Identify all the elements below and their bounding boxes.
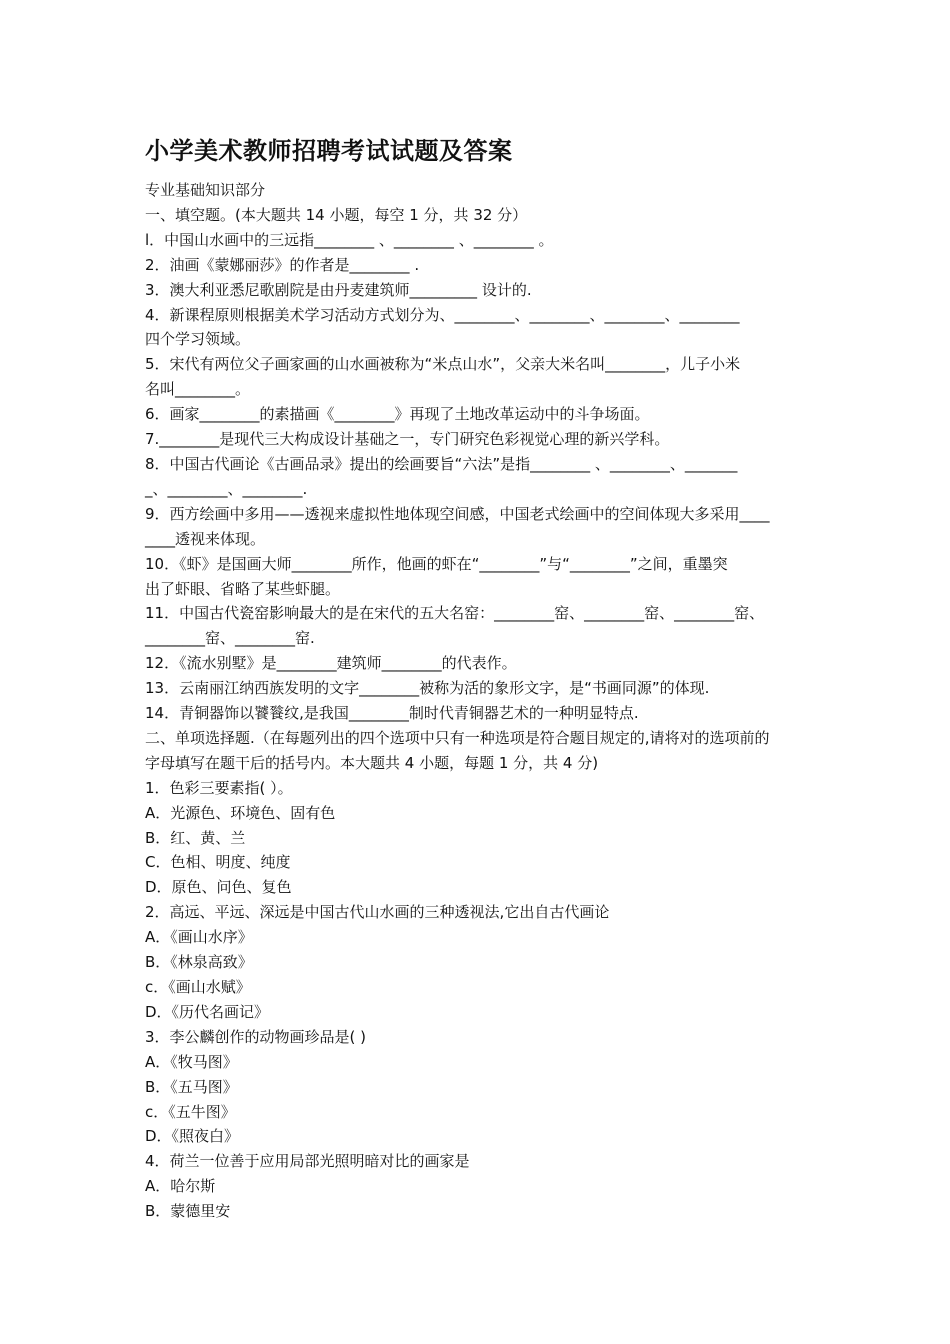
option-line: c．《画山水赋》 xyxy=(145,978,251,996)
option-line: A．《牧马图》 xyxy=(145,1052,238,1071)
question-line: 5．宋代有两位父子画家画的山水画被称为“米点山水”，父亲大米名叫________，儿子小米 xyxy=(145,355,741,374)
option-line: A．光源色、环境色、固有色 xyxy=(145,803,336,822)
option-line: C．色相、明度、纯度 xyxy=(145,853,291,872)
question-line: 13．云南丽江纳西族发明的文字________被称为活的象形文字，是“书画同源”的体现. xyxy=(145,679,710,698)
question-line: 4．荷兰一位善于应用局部光照明暗对比的画家是 xyxy=(145,1152,470,1171)
question-line: 出了虾眼、省略了某些虾腿。 xyxy=(145,579,341,598)
option-line: c．《五牛图》 xyxy=(145,1102,236,1121)
question-line: 14．青铜器饰以饕餮纹,是我国________制时代青铜器艺术的一种明显特点. xyxy=(145,704,639,723)
question-line: 8．中国古代画论《古画品录》提出的绘画要旨“六法”是指________ 、________、_______ xyxy=(145,454,738,473)
section-heading: 二、单项选择题.（在每题列出的四个选项中只有一种选项是符合题目规定的,请将对的选项前的 xyxy=(145,728,770,747)
document-title: 小学美术教师招聘考试试题及答案 xyxy=(145,137,513,165)
option-line: A．哈尔斯 xyxy=(145,1177,216,1196)
question-line: 四个学习领域。 xyxy=(145,330,251,349)
question-line: 4．新课程原则根据美术学习活动方式划分为、________、________、________、________ xyxy=(145,305,740,324)
question-line: l．中国山水画中的三远指________ 、________ 、________ 。 xyxy=(145,230,554,249)
question-line: ________窑、________窑. xyxy=(145,629,315,648)
option-line: D．《照夜白》 xyxy=(145,1127,240,1146)
option-line: A．《画山水序》 xyxy=(145,928,253,947)
question-line: 2．高远、平远、深远是中国古代山水画的三种透视法,它出自古代画论 xyxy=(145,903,610,922)
section-heading: 一、填空题。(本大题共 14 小题，每空 1 分，共 32 分） xyxy=(145,205,528,224)
question-line: 12．《流水别墅》是________建筑师________的代表作。 xyxy=(145,654,517,673)
document-page xyxy=(145,134,845,1224)
question-line: 名叫________。 xyxy=(145,380,251,399)
document-body xyxy=(145,178,845,1224)
option-line: B．蒙德里安 xyxy=(145,1202,231,1221)
question-line: ____透视来体现。 xyxy=(145,529,266,548)
question-line: 3．李公麟创作的动物画珍品是( ) xyxy=(145,1027,367,1046)
option-line: D．原色、问色、复色 xyxy=(145,878,292,897)
question-line: 2．油画《蒙娜丽莎》的作者是________ . xyxy=(145,255,420,274)
question-line: 9．西方绘画中多用——透视来虚拟性地体现空间感，中国老式绘画中的空间体现大多采用____ xyxy=(145,504,770,523)
option-line: B．《林泉高致》 xyxy=(145,953,253,972)
option-line: D．《历代名画记》 xyxy=(145,1002,270,1021)
question-line: 10．《虾》是国画大师________所作，他画的虾在“________”与“________”之间，重墨突 xyxy=(145,554,728,573)
section-heading: 专业基础知识部分 xyxy=(145,181,266,199)
question-line: 3．澳大利亚悉尼歌剧院是由丹麦建筑师_________ 设计的. xyxy=(145,280,532,299)
question-line: 11．中国古代瓷窑影响最大的是在宋代的五大名窑：________窑、________窑、________窑、 xyxy=(145,604,765,623)
question-line: 7.________是现代三大构成设计基础之一，专门研究色彩视觉心理的新兴学科。 xyxy=(145,430,670,449)
section-heading: 字母填写在题干后的括号内。本大题共 4 小题，每题 1 分，共 4 分) xyxy=(145,753,599,772)
question-line: 1．色彩三要素指( ）。 xyxy=(145,778,293,797)
question-line: 6．画家________的素描画《________》再现了土地改革运动中的斗争场面。 xyxy=(145,405,650,424)
question-line: _、________、________. xyxy=(145,479,308,498)
option-line: B．红、黄、兰 xyxy=(145,828,246,847)
option-line: B．《五马图》 xyxy=(145,1077,238,1096)
